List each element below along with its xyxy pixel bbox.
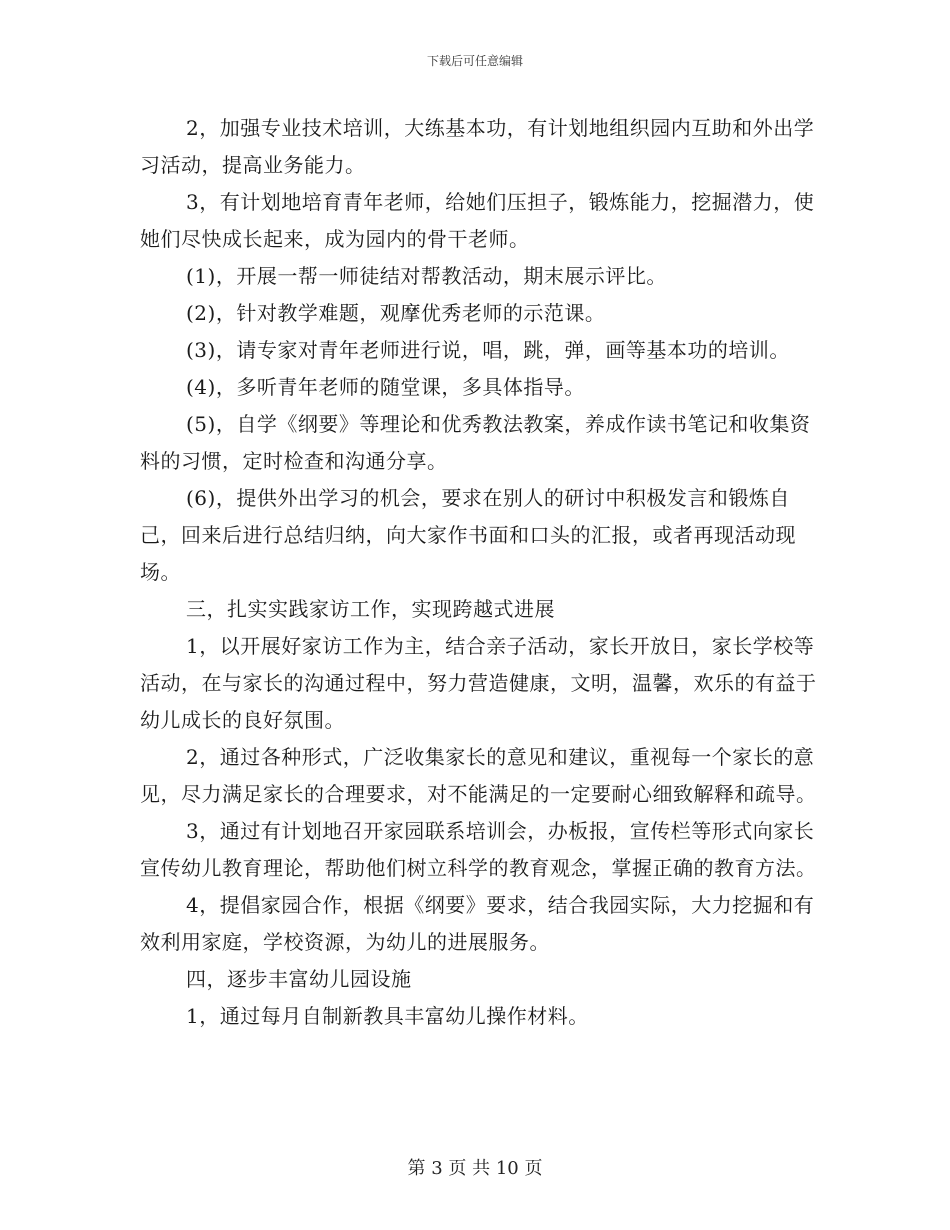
download-note: 下载后可任意编辑 (426, 54, 523, 68)
paragraph-6: (4)，多听青年老师的随堂课，多具体指导。 (186, 375, 585, 399)
section-heading-3: 三，扎实实践家访工作，实现跨越式进展 (186, 597, 555, 621)
paragraph-1: 2，加强专业技术培训，大练基本功，有计划地组织园内互助和外出学习活动，提高业务能力。 (140, 116, 815, 177)
paragraph-3: (1)，开展一帮一师徒结对帮教活动，期末展示评比。 (186, 264, 667, 288)
paragraph-10: 1，以开展好家访工作为主，结合亲子活动，家长开放日，家长学校等活动，在与家长的沟通过程中，努力营造健康，文明，温馨，欢乐的有益于幼儿成长的良好氛围。 (140, 634, 817, 732)
paragraph-4: (2)，针对教学难题，观摩优秀老师的示范课。 (186, 301, 606, 325)
paragraph-8: (6)，提供外出学习的机会，要求在别人的研讨中积极发言和锻炼自己，回来后进行总结归纳，向大家作书面和口头的汇报，或者再现活动现场。 (140, 486, 796, 584)
paragraph-5: (3)，请专家对青年老师进行说，唱，跳，弹，画等基本功的培训。 (186, 338, 790, 362)
paragraph-2: 3，有计划地培育青年老师，给她们压担子，锻炼能力，挖掘潜力，使她们尽快成长起来，成为园内的骨干老师。 (140, 190, 815, 251)
document-body (140, 110, 820, 1035)
paragraph-11: 2，通过各种形式，广泛收集家长的意见和建议，重视每一个家长的意见，尽力满足家长的合理要求，对不能满足的一定要耐心细致解释和疏导。 (140, 745, 817, 806)
section-heading-4: 四，逐步丰富幼儿园设施 (186, 967, 412, 991)
paragraph-13: 4，提倡家园合作，根据《纲要》要求，结合我园实际，大力挖掘和有效利用家庭，学校资源，为幼儿的进展服务。 (140, 893, 815, 954)
paragraph-15: 1，通过每月自制新教具丰富幼儿操作材料。 (186, 1004, 589, 1028)
paragraph-12: 3，通过有计划地召开家园联系培训会，办板报，宣传栏等形式向家长宣传幼儿教育理论，帮助他们树立科学的教育观念，掌握正确的教育方法。 (140, 819, 817, 880)
page-number: 第 3 页 共 10 页 (407, 1158, 543, 1179)
paragraph-7: (5)，自学《纲要》等理论和优秀教法教案，养成作读书笔记和收集资料的习惯，定时检查和沟通分享。 (140, 412, 811, 473)
